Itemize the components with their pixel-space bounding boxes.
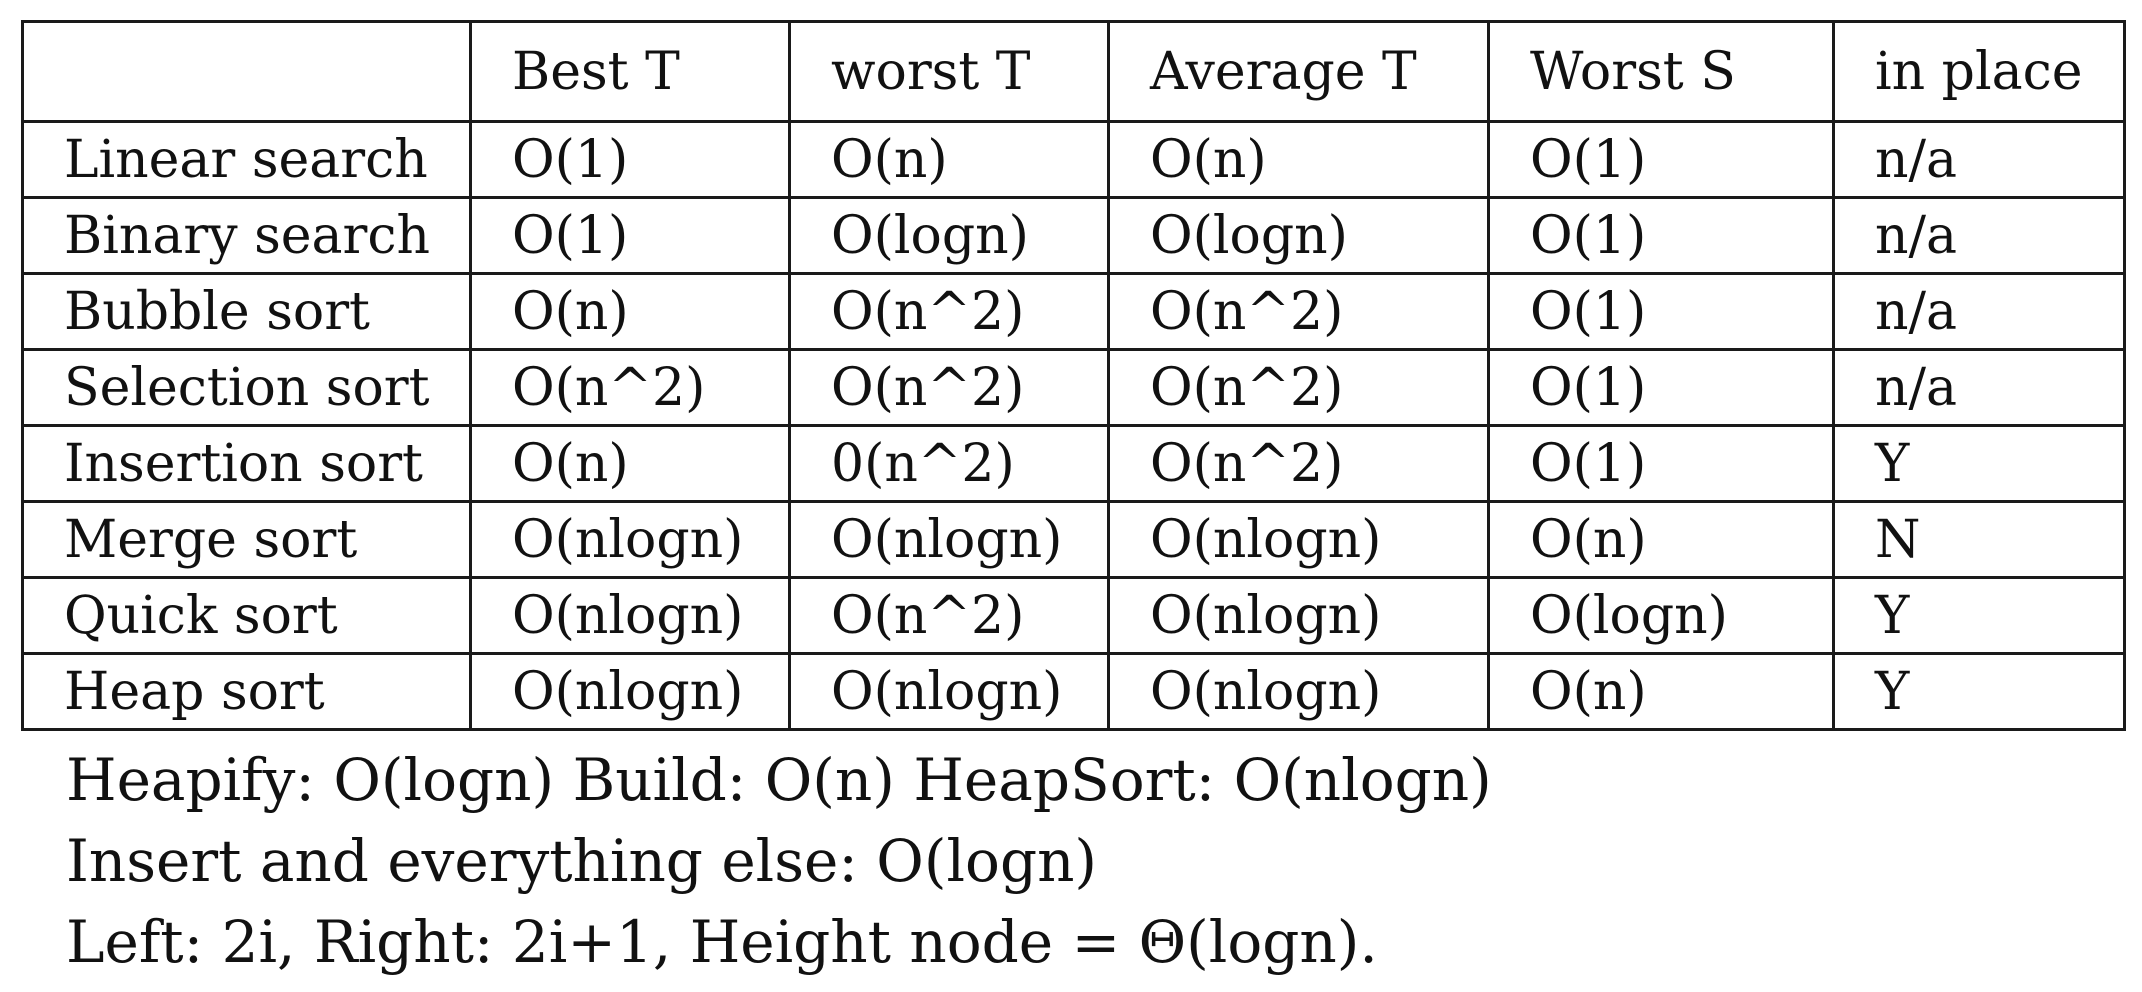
average-time-cell: O(nlogn) xyxy=(1109,654,1489,730)
worst-time-cell: O(logn) xyxy=(790,198,1109,274)
algorithm-name-cell: Selection sort xyxy=(23,350,471,426)
table-row xyxy=(23,274,2125,350)
worst-space-cell: O(1) xyxy=(1489,198,1834,274)
in-place-cell: n/a xyxy=(1834,350,2125,426)
in-place-cell: n/a xyxy=(1834,274,2125,350)
heap-notes xyxy=(66,740,1492,983)
worst-time-cell: 0(n^2) xyxy=(790,426,1109,502)
header-cell-worst-space: Worst S xyxy=(1489,22,1834,122)
note-line-indices: Left: 2i, Right: 2i+1, Height node = Θ(logn). xyxy=(66,908,1378,976)
average-time-cell: O(n^2) xyxy=(1109,426,1489,502)
average-time-cell: O(nlogn) xyxy=(1109,502,1489,578)
header-cell-empty xyxy=(23,22,471,122)
in-place-cell: n/a xyxy=(1834,122,2125,198)
algorithm-name-cell: Linear search xyxy=(23,122,471,198)
algorithm-name-cell: Quick sort xyxy=(23,578,471,654)
algorithm-name-cell: Merge sort xyxy=(23,502,471,578)
algorithm-name-cell: Binary search xyxy=(23,198,471,274)
note-line-insert: Insert and everything else: O(logn) xyxy=(66,827,1098,895)
header-cell-best-time: Best T xyxy=(471,22,790,122)
algorithm-name-cell: Bubble sort xyxy=(23,274,471,350)
complexity-table xyxy=(21,20,2126,731)
best-time-cell: O(nlogn) xyxy=(471,654,790,730)
worst-space-cell: O(1) xyxy=(1489,350,1834,426)
table-row xyxy=(23,350,2125,426)
best-time-cell: O(nlogn) xyxy=(471,502,790,578)
table-row xyxy=(23,426,2125,502)
table-header-row xyxy=(23,22,2125,122)
worst-space-cell: O(1) xyxy=(1489,274,1834,350)
in-place-cell: n/a xyxy=(1834,198,2125,274)
worst-time-cell: O(nlogn) xyxy=(790,654,1109,730)
worst-time-cell: O(n) xyxy=(790,122,1109,198)
best-time-cell: O(nlogn) xyxy=(471,578,790,654)
header-cell-worst-time: worst T xyxy=(790,22,1109,122)
algorithm-name-cell: Heap sort xyxy=(23,654,471,730)
average-time-cell: O(logn) xyxy=(1109,198,1489,274)
table-row xyxy=(23,654,2125,730)
average-time-cell: O(n^2) xyxy=(1109,274,1489,350)
worst-time-cell: O(nlogn) xyxy=(790,502,1109,578)
average-time-cell: O(nlogn) xyxy=(1109,578,1489,654)
table-row xyxy=(23,578,2125,654)
average-time-cell: O(n) xyxy=(1109,122,1489,198)
worst-space-cell: O(1) xyxy=(1489,426,1834,502)
worst-space-cell: O(1) xyxy=(1489,122,1834,198)
in-place-cell: Y xyxy=(1834,654,2125,730)
table-row xyxy=(23,122,2125,198)
worst-time-cell: O(n^2) xyxy=(790,350,1109,426)
worst-space-cell: O(n) xyxy=(1489,654,1834,730)
best-time-cell: O(1) xyxy=(471,198,790,274)
header-cell-average-time: Average T xyxy=(1109,22,1489,122)
worst-time-cell: O(n^2) xyxy=(790,274,1109,350)
best-time-cell: O(n^2) xyxy=(471,350,790,426)
in-place-cell: Y xyxy=(1834,426,2125,502)
worst-space-cell: O(logn) xyxy=(1489,578,1834,654)
best-time-cell: O(n) xyxy=(471,274,790,350)
table-row xyxy=(23,502,2125,578)
worst-space-cell: O(n) xyxy=(1489,502,1834,578)
worst-time-cell: O(n^2) xyxy=(790,578,1109,654)
best-time-cell: O(n) xyxy=(471,426,790,502)
algorithm-name-cell: Insertion sort xyxy=(23,426,471,502)
header-cell-in-place: in place xyxy=(1834,22,2125,122)
note-line-heapify: Heapify: O(logn) Build: O(n) HeapSort: O(nlogn) xyxy=(66,746,1492,814)
best-time-cell: O(1) xyxy=(471,122,790,198)
in-place-cell: N xyxy=(1834,502,2125,578)
average-time-cell: O(n^2) xyxy=(1109,350,1489,426)
in-place-cell: Y xyxy=(1834,578,2125,654)
table-row xyxy=(23,198,2125,274)
